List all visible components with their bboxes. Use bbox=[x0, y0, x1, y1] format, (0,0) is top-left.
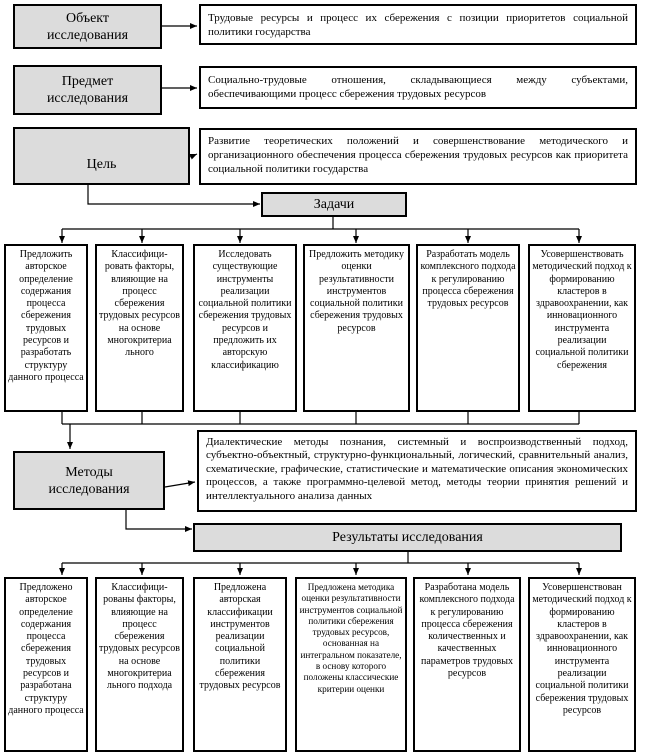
methods-arrow bbox=[165, 482, 195, 487]
goal-label-box bbox=[13, 127, 190, 185]
object-description: Трудовые ресурсы и процесс их сбережения с позиции приоритетов социальной политики государства bbox=[208, 12, 628, 38]
task-item-2: Классифици-ровать факторы, влияющие на процесс сбережения трудовых ресурсов на основе многокритериа льного bbox=[95, 244, 184, 412]
result-item-3: Предложена авторская классификации инструментов реализации социальной политики сбережения трудовых ресурсов bbox=[193, 577, 287, 752]
object-description-box bbox=[199, 4, 637, 45]
result-item-4: Предложена методика оценки результативности инструментов социальной политики сбережения трудовых ресурсов, основанная на интегральном показателе, в основу которого положены классические критерии оценки bbox=[295, 577, 407, 752]
result-item-1: Предложено авторское определение содержания процесса сбережения трудовых ресурсов и разработана структуру данного процесса bbox=[4, 577, 88, 752]
task-item-3: Исследовать существующие инструменты реализации социальной политики сбережения трудовых ресурсов и предложить их авторскую классификацию bbox=[193, 244, 297, 412]
task-item-4: Предложить методику оценки результативности инструментов социальной политики сбережения трудовых ресурсов bbox=[303, 244, 410, 412]
goal-to-tasks bbox=[88, 185, 260, 204]
goal-label: Цель bbox=[86, 156, 117, 172]
subject-description: Социально-трудовые отношения, складывающиеся между субъектами, обеспечивающими процесс сбережения трудовых ресурсов bbox=[208, 74, 628, 100]
tasks-header: Задачи bbox=[313, 197, 355, 212]
subject-label: Предмет исследования bbox=[46, 74, 129, 106]
subject-label-box bbox=[13, 65, 162, 115]
methods-to-results bbox=[126, 510, 192, 529]
result-item-5: Разработана модель комплексного подхода к регулированию процесса сбережения количественных и качественных параметров трудовых ресурсов bbox=[413, 577, 521, 752]
task-item-6: Усовершенствовать методический подход к формированию кластеров в здравоохранении, как инновационного инструмента реализации социальной политики сбережения bbox=[528, 244, 636, 412]
task-item-5: Разработать модель комплексного подхода к регулированию процесса сбережения трудовых ресурсов bbox=[416, 244, 520, 412]
tasks-header-box bbox=[261, 192, 407, 217]
goal-description-box bbox=[199, 128, 637, 185]
methods-label-box bbox=[13, 451, 165, 510]
methods-description-box bbox=[197, 430, 637, 512]
object-label-box bbox=[13, 4, 162, 49]
result-item-2: Классифици-рованы факторы, влияющие на процесс сбережения трудовых ресурсов на основе многокритериа льного подхода bbox=[95, 577, 184, 752]
methods-description: Диалектические методы познания, системный и воспроизводственный подход, субъектно-объектный, структурно-функциональный, логический, сравнительный анализ, схематические, графические, статистические и математические описания экономических процессов, а также программно-целевой метод, методы теории принятия решений и интеллектуального анализа данных bbox=[206, 436, 628, 502]
task-item-1: Предложить авторское определение содержания процесса сбережения трудовых ресурсов и разработать структуру данного процесса bbox=[4, 244, 88, 412]
object-label: Объект исследования bbox=[46, 10, 129, 43]
methods-label: Методы исследования bbox=[48, 464, 130, 497]
goal-arrow bbox=[190, 154, 197, 157]
results-header-box bbox=[193, 523, 622, 552]
goal-description: Развитие теоретических положений и совершенствование методического и организационного обеспечения процесса сбережения трудовых ресурсов как приоритета социальной политики государства bbox=[208, 135, 628, 175]
result-item-6: Усовершенствован методический подход к формированию кластеров в здравоохранении, как инновационного инструмента реализации социальной политики сбережения трудовых ресурсов bbox=[528, 577, 636, 752]
subject-description-box bbox=[199, 66, 637, 109]
results-header: Результаты исследования bbox=[332, 530, 483, 545]
